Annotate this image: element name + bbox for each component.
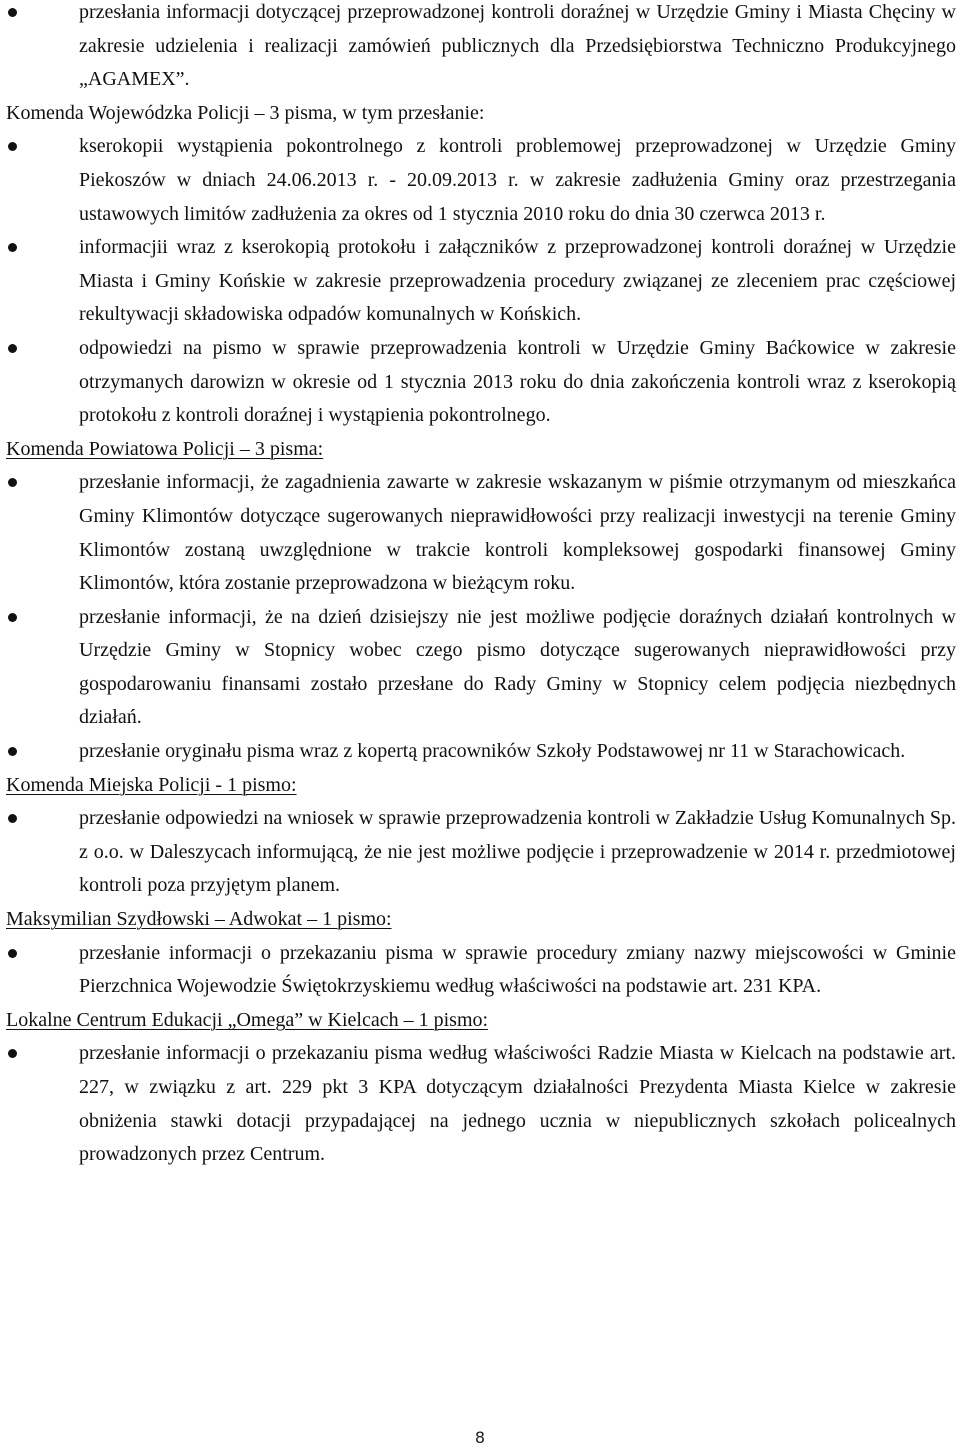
list-item-text: przesłanie informacji o przekazaniu pisma w sprawie procedury zmiany nazwy miejscowości w Gminie Pierzchnica Wojewodzie Świętokrzyskiemu według właściwości na podstawie art. 231 KPA. — [79, 941, 956, 998]
section-komenda-powiatowa — [6, 433, 956, 769]
list-item — [6, 802, 956, 903]
list-item — [6, 0, 956, 97]
list-item — [6, 231, 956, 332]
bullet-icon — [8, 8, 17, 17]
section-heading: Komenda Wojewódzka Policji – 3 pisma, w tym przesłanie: — [6, 101, 485, 124]
bullet-icon — [8, 243, 17, 252]
list-item-text: przesłanie informacji, że zagadnienia zawarte w zakresie wskazanym w piśmie otrzymanym od mieszkańca Gminy Klimontów dotyczące sugerowanych nieprawidłowości przy realizacji inwestycji na terenie Gminy Klimontów zostaną uwzględnione w trakcie kontroli kompleksowej gospodarki finansowej Gminy Klimontów, która zostanie przeprowadzona w bieżącym roku. — [79, 471, 956, 595]
list-item — [6, 601, 956, 735]
bullet-icon — [8, 949, 17, 958]
bullet-icon — [8, 142, 17, 151]
list-item-text: przesłanie oryginału pisma wraz z kopertą pracowników Szkoły Podstawowej nr 11 w Starachowicach. — [79, 740, 906, 763]
list-item-text: odpowiedzi na pismo w sprawie przeprowadzenia kontroli w Urzędzie Gminy Baćkowice w zakresie otrzymanych darowizn w okresie od 1 stycznia 2013 roku do dnia zakończenia kontroli wraz z kserokopią protokołu z kontroli doraźnej i wystąpienia pokontrolnego. — [79, 336, 956, 427]
list-item — [6, 130, 956, 231]
list-item-text: przesłanie informacji o przekazaniu pisma według właściwości Radzie Miasta w Kielcach na podstawie art. 227, w związku z art. 229 pkt 3 KPA dotyczącym działalności Prezydenta Miasta Kielce w zakresie obniżenia stawki dotacji przypadającej na jednego ucznia w niepublicznych szkołach policealnych prowadzonych przez Centrum. — [79, 1042, 956, 1166]
list-item — [6, 735, 956, 769]
list-item — [6, 332, 956, 433]
list-item-text: przesłanie informacji, że na dzień dzisiejszy nie jest możliwe podjęcie doraźnych działań kontrolnych w Urzędzie Gminy w Stopnicy wobec czego pismo dotyczące sugerowanych nieprawidłowości przy gospodarowaniu finansami zostało przesłane do Rady Gminy w Stopnicy celem podjęcia niezbędnych działań. — [79, 605, 956, 729]
section-komenda-wojewodzka — [6, 97, 956, 433]
section-heading: Lokalne Centrum Edukacji „Omega” w Kielcach – 1 pismo: — [6, 1008, 489, 1031]
section-komenda-miejska — [6, 769, 956, 903]
page-number: 8 — [474, 1428, 486, 1447]
section-heading: Komenda Powiatowa Policji – 3 pisma: — [6, 437, 324, 460]
document-body — [6, 0, 956, 1172]
list-item — [6, 937, 956, 1004]
bullet-list — [6, 130, 956, 432]
list-item-text: przesłanie odpowiedzi na wniosek w sprawie przeprowadzenia kontroli w Zakładzie Usług Komunalnych Sp. z o.o. w Daleszycach informującą, że nie jest możliwe podjęcie i przeprowadzenie w 2014 r. przedmiotowej kontroli poza przyjętym planem. — [79, 807, 956, 897]
list-item — [6, 466, 956, 600]
bullet-icon — [8, 1049, 17, 1058]
section-centrum-edukacji — [6, 1004, 956, 1172]
list-item-text: informacjii wraz z kserokopią protokołu i załączników z przeprowadzonej kontroli doraźnej w Urzędzie Miasta i Gminy Końskie w zakresie przeprowadzenia procedury związanej ze zleceniem prac częściowej rekultywacji składowiska odpadów komunalnych w Końskich. — [79, 236, 956, 326]
section-heading: Maksymilian Szydłowski – Adwokat – 1 pismo: — [6, 908, 392, 931]
section-heading: Komenda Miejska Policji - 1 pismo: — [6, 773, 297, 796]
bullet-icon — [8, 344, 17, 353]
bullet-icon — [8, 747, 17, 756]
bullet-list — [6, 937, 956, 1004]
section-continuation — [6, 0, 956, 97]
bullet-list — [6, 0, 956, 97]
bullet-list — [6, 1037, 956, 1171]
list-item-text: przesłania informacji dotyczącej przeprowadzonej kontroli doraźnej w Urzędzie Gminy i Miasta Chęciny w zakresie udzielenia i realizacji zamówień publicznych dla Przedsiębiorstwa Techniczno Produkcyjnego „AGAMEX”. — [79, 1, 956, 91]
bullet-icon — [8, 814, 17, 823]
list-item-text: kserokopii wystąpienia pokontrolnego z kontroli problemowej przeprowadzonej w Urzędzie Gminy Piekoszów w dniach 24.06.2013 r. - 20.09.2013 r. w zakresie zadłużenia Gminy oraz przestrzegania ustawowych limitów zadłużenia za okres od 1 stycznia 2010 roku do dnia 30 czerwca 2013 r. — [79, 135, 956, 225]
section-adwokat — [6, 903, 956, 1004]
bullet-icon — [8, 478, 17, 487]
bullet-list — [6, 466, 956, 768]
bullet-icon — [8, 613, 17, 622]
list-item — [6, 1037, 956, 1171]
bullet-list — [6, 802, 956, 903]
